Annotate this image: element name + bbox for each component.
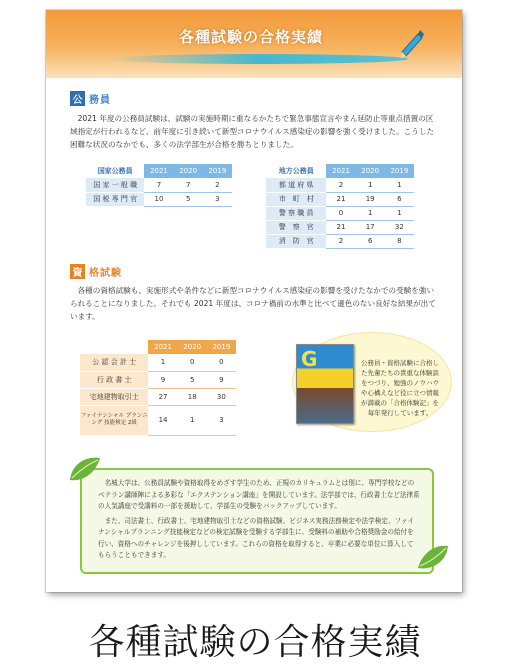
year-header: 2020 [174, 164, 203, 178]
qualification-mark: 資 [70, 264, 85, 279]
document-page [46, 10, 462, 592]
cell: 2 [326, 178, 355, 192]
leaf-icon [68, 454, 102, 484]
year-header: 2021 [326, 164, 355, 178]
table-row [266, 192, 414, 206]
cell: 2 [326, 234, 355, 248]
cell: 1 [385, 206, 414, 220]
row-label: 市 町 村 [266, 192, 326, 206]
cell: 0 [178, 354, 207, 371]
year-header: 2019 [385, 164, 414, 178]
row-label: 警 察 官 [266, 220, 326, 234]
local-civil-table [266, 164, 414, 249]
cell: 3 [203, 192, 232, 206]
row-label: 国 税 専 門 官 [86, 192, 144, 206]
cell: 14 [148, 405, 177, 435]
row-label: 国 家 一 般 職 [86, 178, 144, 192]
year-header: 2020 [178, 340, 207, 354]
row-label: ファイナンシャル プランニング 技能検定 2級 [80, 405, 148, 435]
pen-icon [396, 28, 426, 58]
table-row [80, 388, 236, 405]
civil-service-label: 務員 [89, 94, 111, 106]
row-label: 宅地建物取引士 [80, 388, 148, 405]
civil-service-heading [70, 90, 111, 106]
cell: 7 [144, 178, 173, 192]
table-header-row [86, 164, 232, 178]
cell: 27 [148, 388, 177, 405]
cell: 1 [148, 354, 177, 371]
info-paragraph-2: また、司法書士、行政書士、宅地建物取引士などの資格試験、ビジネス実務法務検定や法学検定、ファイナンシャルプランニング技能検定などの検定試験を受験する学部生に、受験料の補助や合格奨励金の給付を行い、資格へのチャレンジを後押ししています。これらの資格を取得すると、卒業に必要な単位に算入してもらうこともできます。 [98, 516, 415, 559]
table-row [266, 178, 414, 192]
table-row [80, 405, 236, 435]
cell: 2 [203, 178, 232, 192]
cell: 1 [178, 405, 207, 435]
cell: 18 [178, 388, 207, 405]
cell: 1 [356, 178, 385, 192]
leaf-icon [416, 542, 450, 572]
table-row [86, 178, 232, 192]
cell: 5 [178, 371, 207, 388]
cell: 32 [385, 220, 414, 234]
row-label: 都 道 府 県 [266, 178, 326, 192]
info-paragraph-1: 名城大学は、公務員試験や資格取得をめざす学生のため、正規のカリキュラムとは別に、専門学校などのベテラン講師陣による多彩な「エクステンション講座」を開設しています。法学部では、行政書士など法律系の人気講座で受講料の一部を援助して、学部生の受験をバックアップしています。 [98, 479, 420, 510]
caption-title: 各種試験の合格実績 [88, 622, 422, 663]
year-header: 2021 [144, 164, 173, 178]
national-civil-table [86, 164, 232, 207]
extension-info-box [80, 468, 434, 574]
qualification-heading [70, 263, 122, 279]
table-row [266, 206, 414, 220]
cell: 0 [207, 354, 236, 371]
civil-service-paragraph: 2021 年度の公務員試験は、試験の実施時期に重なるかたちで緊急事態宣言やまん延防止等重点措置の区域指定が行われるなど、前年度に引き続いて新型コロナウイルス感染症の影響を強く受けました。こうした困難な状況のなかでも、多くの法学部生が合格を勝ちとりました。 [70, 114, 435, 149]
year-header: 2019 [203, 164, 232, 178]
row-label: 公 認 会 計 士 [80, 354, 148, 371]
row-label: 警 察 職 員 [266, 206, 326, 220]
cell: 21 [326, 220, 355, 234]
table-header-row [80, 340, 236, 354]
cell: 9 [207, 371, 236, 388]
qualification-label: 格試験 [89, 267, 122, 279]
table-row [266, 234, 414, 248]
cell: 3 [207, 405, 236, 435]
callout-text: 公務員・資格試験に合格した先輩たちの貴重な体験談をつづり、勉強のノウハウや心構えなど役に立つ情報が満載の「合格体験記」を毎年発行しています。 [361, 359, 439, 417]
row-label: 消 防 官 [266, 234, 326, 248]
cell: 19 [356, 192, 385, 206]
title-banner [46, 10, 462, 78]
book-cover-letter: G [301, 347, 318, 371]
cell: 30 [207, 388, 236, 405]
qualification-table [80, 340, 236, 436]
cell: 8 [385, 234, 414, 248]
cell: 9 [148, 371, 177, 388]
table-row [80, 371, 236, 388]
cell: 1 [356, 206, 385, 220]
page-title: 各種試験の合格実績 [178, 28, 323, 46]
cell: 0 [326, 206, 355, 220]
table-row [86, 192, 232, 206]
cell: 21 [326, 192, 355, 206]
qualification-paragraph: 各種の資格試験も、実施形式や条件などに新型コロナウイルス感染症の影響を受けたなかでの受験を強いられることになりました。それでも 2021 年度は、コロナ禍前の水準と比べて遜色のない良好な結果が出ています。 [70, 286, 436, 321]
civil-service-mark: 公 [70, 91, 85, 106]
cell: 17 [356, 220, 385, 234]
year-header: 2020 [356, 164, 385, 178]
table-row [266, 220, 414, 234]
cell: 10 [144, 192, 173, 206]
book-cover-image [296, 344, 354, 424]
table-header: 国家公務員 [97, 167, 133, 175]
year-header: 2019 [207, 340, 236, 354]
cell: 6 [356, 234, 385, 248]
cell: 7 [174, 178, 203, 192]
table-row [80, 354, 236, 371]
row-label: 行 政 書 士 [80, 371, 148, 388]
table-header-row [266, 164, 414, 178]
table-header: 地方公務員 [278, 167, 314, 175]
cell: 5 [174, 192, 203, 206]
cell: 6 [385, 192, 414, 206]
table-header-blank [80, 340, 148, 354]
year-header: 2021 [148, 340, 177, 354]
cell: 1 [385, 178, 414, 192]
banner-swoosh [108, 54, 408, 64]
